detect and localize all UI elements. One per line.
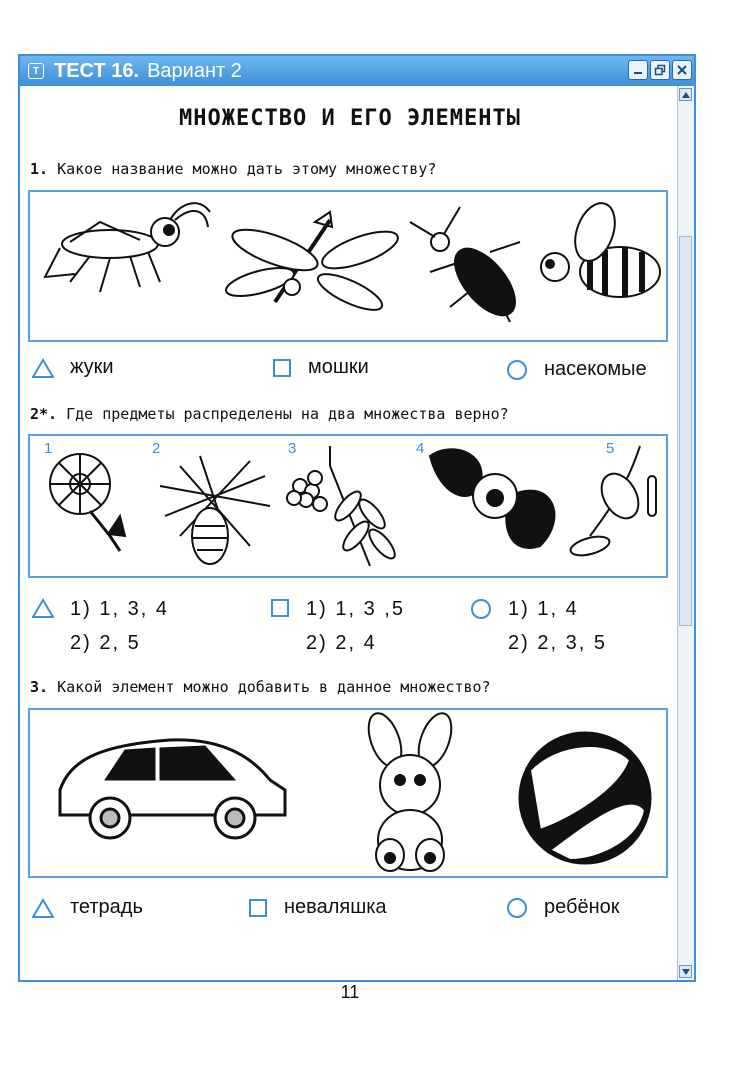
image-number: 5 [606, 440, 615, 457]
q2-answer-b[interactable] [270, 592, 405, 660]
birch-branch-icon [569, 446, 656, 559]
rowan-branch-icon [287, 446, 399, 566]
square-icon [248, 898, 268, 918]
question-text: Какой элемент можно добавить в данное множество? [57, 678, 491, 696]
answer-line-1: 1) 1, 3 ,5 [306, 598, 405, 620]
triangle-icon [32, 358, 54, 378]
image-number: 1 [44, 440, 53, 457]
square-icon [272, 358, 292, 378]
pansy-icon [430, 449, 554, 548]
arrow-down-icon [682, 969, 690, 975]
answer-line-2: 2) 2, 5 [70, 632, 141, 654]
q1-answer-b[interactable] [272, 356, 369, 379]
triangle-icon [32, 898, 54, 918]
question-2-image-box [28, 434, 668, 578]
arrow-up-icon [682, 92, 690, 98]
question-number: 3. [30, 678, 49, 696]
scroll-up-button[interactable] [679, 88, 692, 101]
q3-answer-a[interactable] [32, 896, 143, 919]
question-1-image-box [28, 190, 668, 342]
question-1 [30, 160, 436, 178]
q3-answer-c[interactable] [506, 896, 620, 919]
vertical-scrollbar[interactable] [677, 86, 694, 980]
question-3 [30, 678, 491, 696]
ball-icon [520, 733, 650, 863]
circle-icon [506, 359, 528, 381]
answer-line-2: 2) 2, 3, 5 [508, 632, 607, 654]
answer-text: мошки [308, 356, 369, 378]
q1-answer-c[interactable] [506, 358, 647, 381]
image-number: 3 [288, 440, 297, 457]
answer-line-1: 1) 1, 3, 4 [70, 598, 169, 620]
answer-text: насекомые [544, 358, 647, 380]
window-controls [628, 60, 692, 80]
answer-line-2: 2) 2, 4 [306, 632, 377, 654]
car-icon [60, 740, 285, 838]
beetle-icon [410, 207, 526, 325]
restore-button[interactable] [650, 60, 670, 80]
bee-icon [541, 198, 660, 297]
answer-text: неваляшка [284, 896, 387, 918]
circle-icon [506, 897, 528, 919]
test-number: ТЕСТ 16. [54, 59, 140, 82]
question-2 [30, 405, 509, 423]
circle-icon [470, 598, 492, 620]
answer-text: ребёнок [544, 896, 620, 918]
close-button[interactable] [672, 60, 692, 80]
q1-answer-a[interactable] [32, 356, 114, 379]
variant-label: Вариант 2 [147, 59, 242, 82]
page-title: МНОЖЕСТВО И ЕГО ЭЛЕМЕНТЫ [179, 106, 521, 131]
test-app-icon: Т [28, 63, 44, 79]
plants-illustration [30, 436, 666, 576]
question-number: 1. [30, 160, 49, 178]
insects-illustration [30, 192, 666, 340]
scroll-down-button[interactable] [679, 965, 692, 978]
pine-branch-icon [160, 456, 270, 564]
image-number: 4 [416, 440, 425, 457]
test-window [18, 54, 696, 982]
scroll-thumb[interactable] [679, 236, 692, 626]
answer-text: жуки [70, 356, 114, 378]
page-number: 11 [340, 982, 360, 1002]
answer-text: тетрадь [70, 896, 143, 918]
q2-answer-c[interactable] [470, 592, 607, 660]
q2-answer-a[interactable] [32, 592, 169, 660]
title-bar [20, 56, 694, 86]
dandelion-icon [50, 454, 125, 551]
question-number: 2*. [30, 405, 58, 423]
minimize-icon [632, 64, 644, 76]
minimize-button[interactable] [628, 60, 648, 80]
toy-bunny-icon [362, 710, 457, 871]
image-number: 2 [152, 440, 161, 457]
close-icon [676, 64, 688, 76]
toys-illustration [30, 710, 666, 876]
q3-answer-b[interactable] [248, 896, 387, 919]
grasshopper-icon [45, 203, 210, 292]
triangle-icon [32, 598, 54, 618]
question-text: Какое название можно дать этому множеству? [57, 160, 437, 178]
square-icon [270, 598, 290, 618]
question-text: Где предметы распределены на два множества верно? [66, 405, 509, 423]
answer-line-1: 1) 1, 4 [508, 598, 579, 620]
dragonfly-icon [223, 212, 402, 317]
restore-icon [654, 64, 666, 76]
question-3-image-box [28, 708, 668, 878]
